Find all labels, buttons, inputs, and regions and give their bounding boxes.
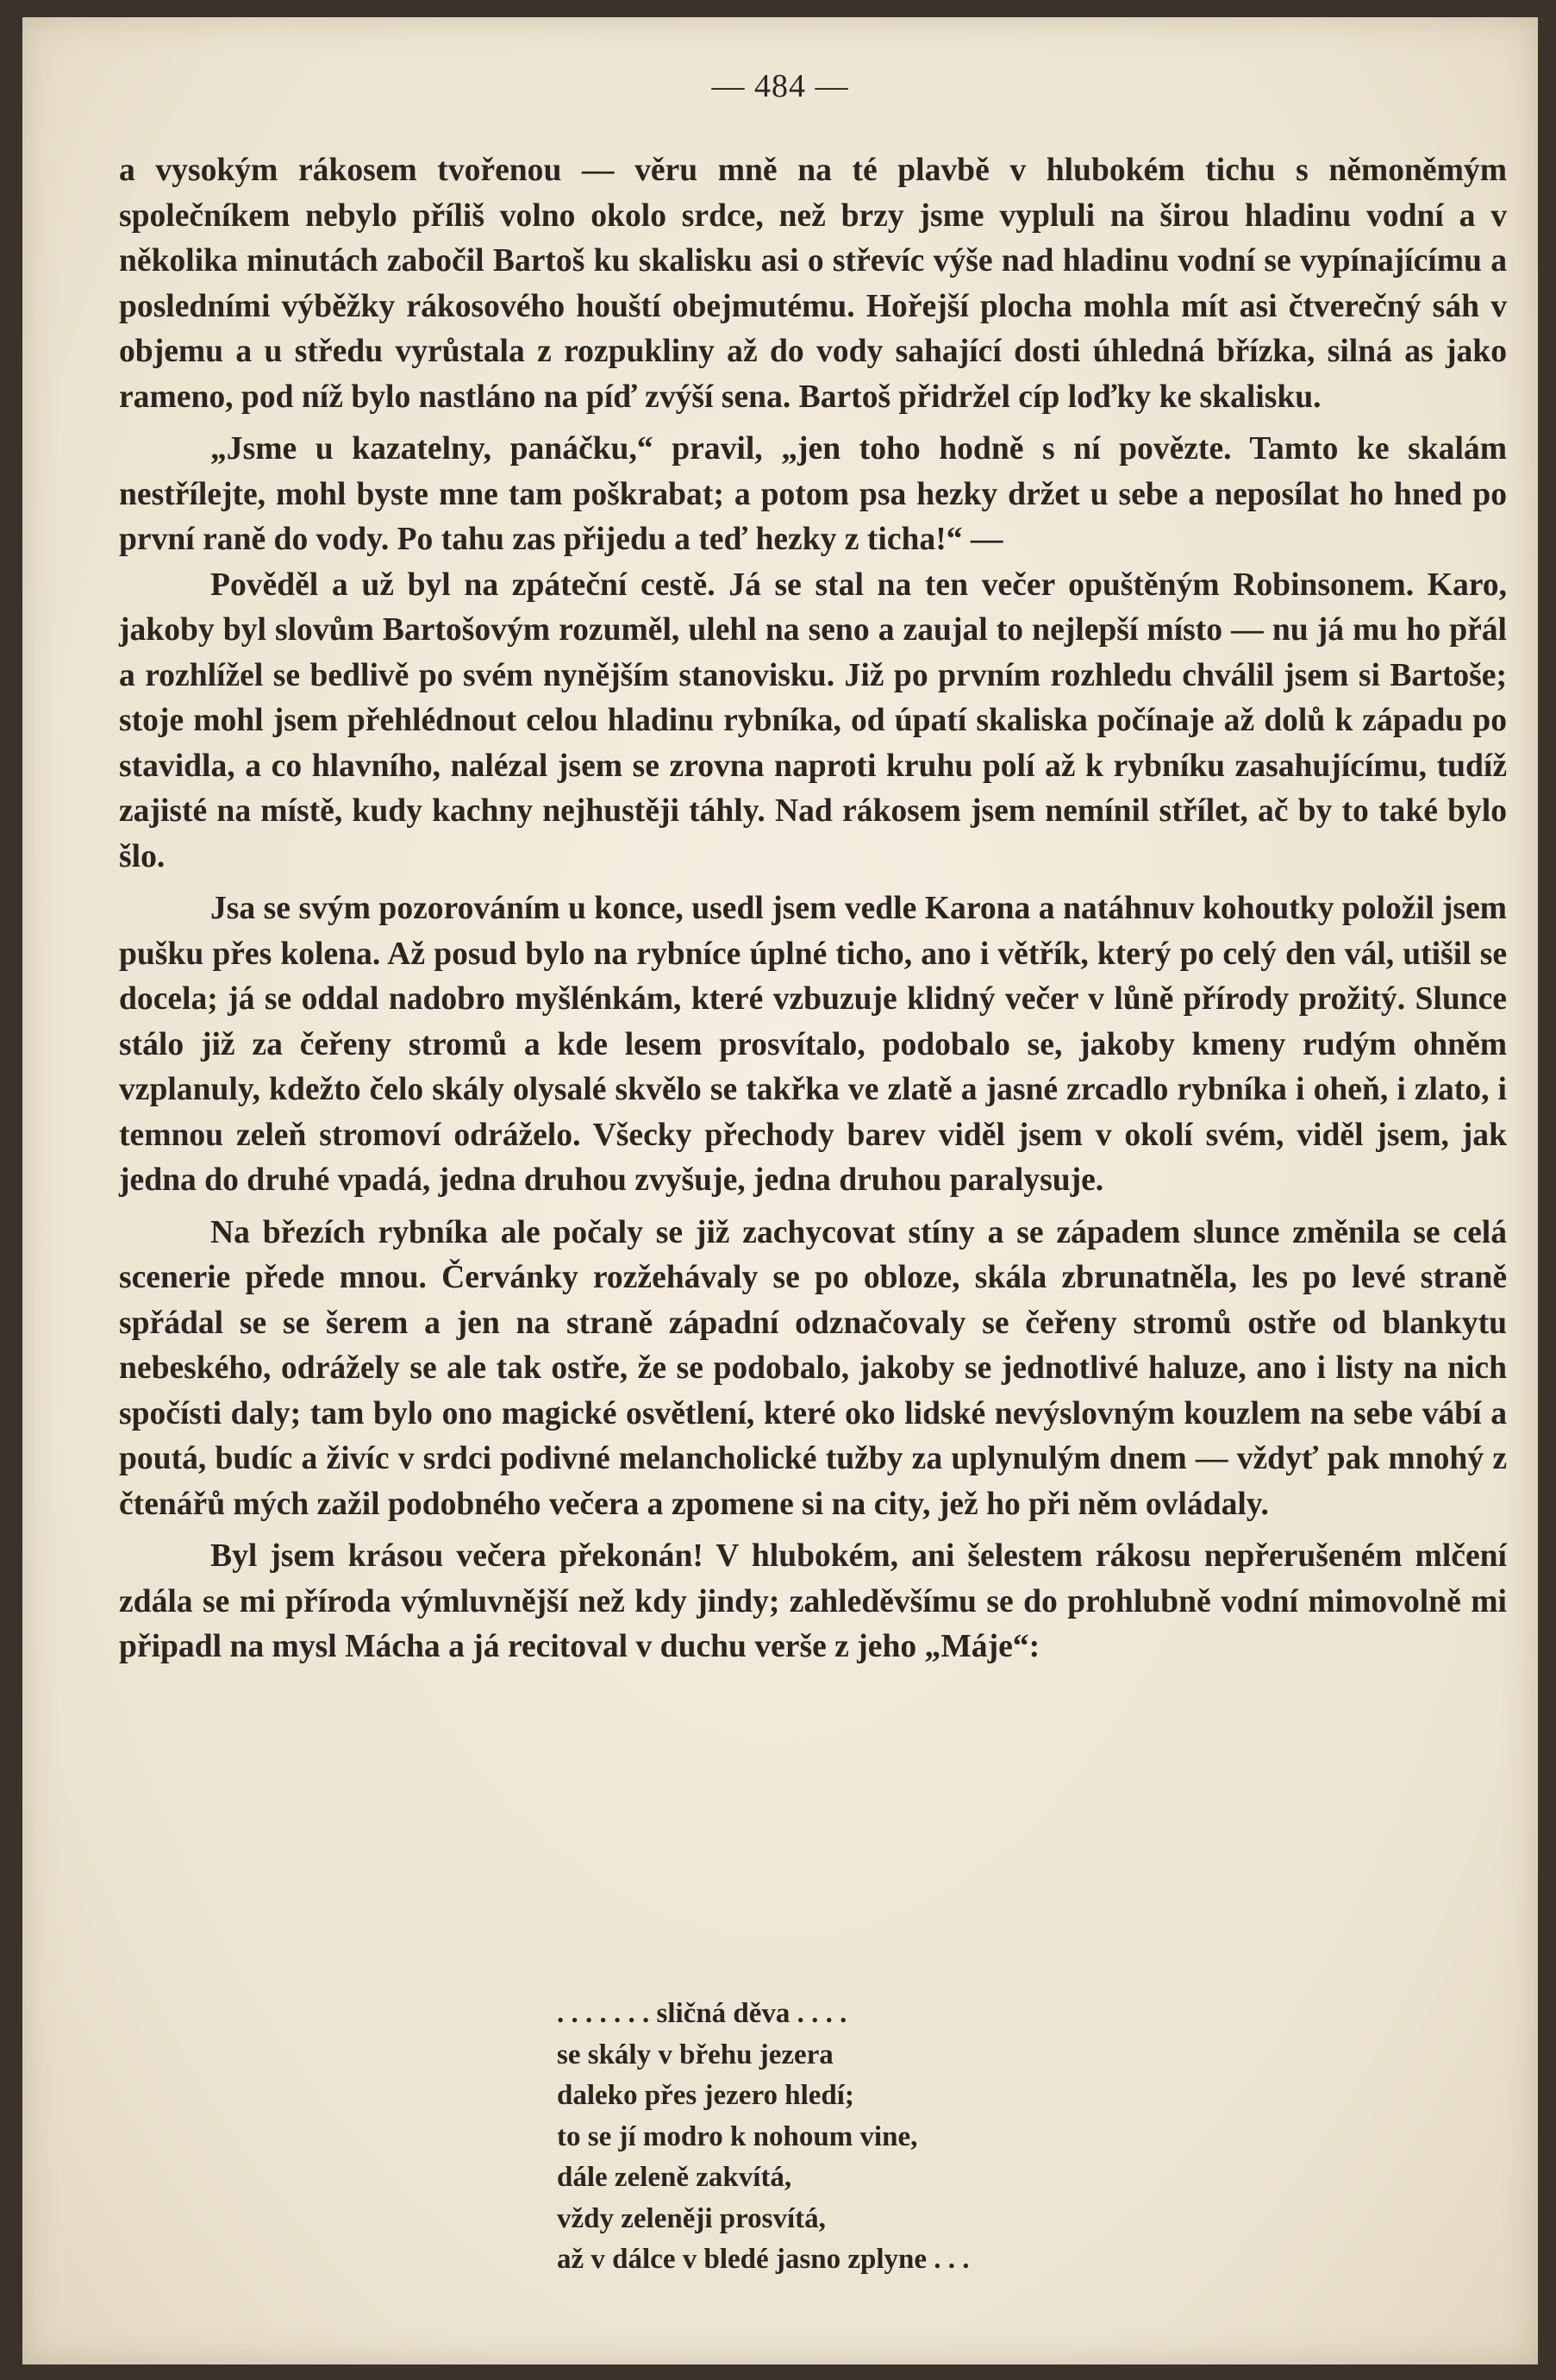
paragraph-evening: Na březích rybníka ale počaly se již zachycovat stíny a se západem slunce změnila se celá scenerie přede mnou. Červánky rozžehávaly se po obloze, skála zbrunatněla, les po levé straně spřádal se se šerem a jen na straně západní odznačovaly se čeřeny stromů ostře od blankytu nebeského, odrážely se ale tak ostře, že se podobalo, jakoby se jednotlivé haluze, ano i listy na nich spočísti daly; tam bylo ono magické osvětlení, které oko lidské nevýslovným kouzlem na sebe vábí a poutá, budíc a živíc v srdci podivné melancholické tužby za uplynulým dnem — vždyť pak mnohý z čtenářů mých zažil podobného večera a zpomene si na city, jež ho při něm ovládaly. [119,1214,1507,1522]
poem-line: to se jí modro k nohoum vine, [557,2120,918,2152]
poem-line: se skály v břehu jezera [557,2039,834,2070]
paragraph-macha: Byl jsem krásou večera překonán! V hlubokém, ani šelestem rákosu nepřerušeném mlčení zdála se mi příroda výmluvnější než kdy jindy; zahleděvšímu se do prohlubně vodní mimovolně mi připadl na mysl Mácha a já recitoval v duchu verše z jeho „Máje“: [119,1538,1507,1664]
page-number: — 484 — [711,68,849,104]
paragraph-observation: Jsa se svým pozorováním u konce, usedl jsem vedle Karona a natáhnuv kohoutky položil jsem pušku přes kolena. Až posud bylo na rybníce úplné ticho, ano i větřík, který po celý den vál, utišil se docela; já se oddal nadobro myšlénkám, které vzbuzuje klidný večer v lůně přírody prožitý. Slunce stálo již za čeřeny stromů a kde lesem prosvítalo, podobalo se, jakoby kmeny rudým ohněm vzplanuly, kdežto čelo skály olysalé skvělo se takřka ve zlatě a jasné zrcadlo rybníka i oheň, i zlato, i temnou zeleň stromoví odráželo. Všecky přechody barev viděl jsem v okolí svém, viděl jsem, jak jedna do druhé vpadá, jedna druhou zvyšuje, jedna druhou paralysuje. [119,891,1507,1198]
poem-line: vždy zeleněji prosvítá, [557,2202,826,2234]
paragraph-dialogue: „Jsme u kazatelny, panáčku,“ pravil, „jen toho hodně s ní povězte. Tamto ke skalám nestřílejte, mohl byste mne tam poškrabat; a potom psa hezky držet u sebe a neposílat ho hned po první raně do vody. Po tahu zas přijedu a teď hezky z ticha!“ — [119,431,1507,557]
poem-line: daleko přes jezero hledí; [557,2080,854,2111]
poem-line: dále zeleně zakvítá, [557,2162,792,2193]
poem-line: až v dálce v bledé jasno zplyne . . . [557,2244,970,2275]
paragraph-continuation: a vysokým rákosem tvořenou — věru mně na té plavbě v hlubokém tichu s němoněmým společníkem nebylo příliš volno okolo srdce, než brzy jsme vypluli na širou hladinu vodní a v několika minutách zabočil Bartoš ku skalisku asi o střevíc výše nad hladinu vodní se vypínajícímu a posledními výběžky rákosového houští obejmutému. Hořejší plocha mohla mít asi čtverečný sáh v objemu a u středu vyrůstala z rozpukliny až do vody sahající dosti úhledná břízka, silná as jako rameno, pod níž bylo nastláno na píď zvýší sena. Bartoš přidržel cíp loďky ke skalisku. [119,153,1507,415]
paragraph-robinson: Pověděl a už byl na zpáteční cestě. Já se stal na ten večer opuštěným Robinsonem. Karo, jakoby byl slovům Bartošovým rozuměl, ulehl na seno a zaujal to nejlepší místo — nu já mu ho přál a rozhlížel se bedlivě po svém nynějším stanovisku. Již po prvním rozhledu chválil jsem si Bartoše; stoje mohl jsem přehlédnout celou hladinu rybníka, od úpatí skaliska počínaje až dolů k západu po stavidla, a co hlavního, nalézal jsem se zrovna naproti kruhu polí až k rybníku zasahujícímu, tudíž zajisté na místě, kudy kachny nejhustěji táhly. Nad rákosem jsem nemínil střílet, ač by to také bylo šlo. [119,567,1507,874]
body-text [119,148,1507,1670]
poem-line: . . . . . . . sličná děva . . . . [557,1998,847,2029]
book-page [22,17,1538,2364]
poem-quote [557,1994,969,2281]
